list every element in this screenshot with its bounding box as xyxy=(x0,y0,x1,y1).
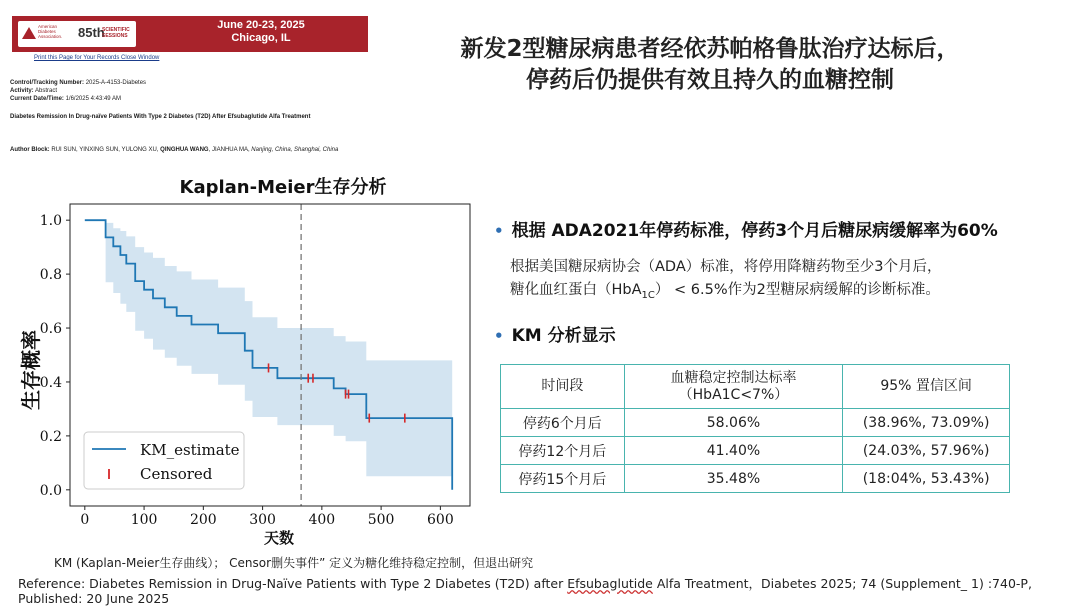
cell-ci: (38.96%, 73.09%) xyxy=(843,409,1010,437)
table-row xyxy=(501,437,1010,465)
y-tick-label: 0.2 xyxy=(39,428,62,445)
author-block-label: Author Block: xyxy=(10,147,50,153)
chart-title: Kaplan-Meier生存分析 xyxy=(179,177,387,198)
y-axis-label: 生存概率 xyxy=(19,330,43,410)
x-tick-label: 400 xyxy=(308,512,336,528)
desc-line2-pre: 糖化血红蛋白（HbA xyxy=(510,282,642,298)
ada-logo xyxy=(18,21,136,47)
header-period: 时间段 xyxy=(501,365,625,409)
cell-ci: (18:04%, 53.43%) xyxy=(843,465,1010,493)
slide-title-line1: 新发2型糖尿病患者经依苏帕格鲁肽治疗达标后， xyxy=(460,36,960,62)
cell-period: 停药12个月后 xyxy=(501,437,625,465)
y-tick-label: 0.6 xyxy=(39,321,62,338)
header-control-rate xyxy=(624,365,843,409)
conference-location: Chicago, IL xyxy=(231,32,291,44)
cell-rate: 58.06% xyxy=(624,409,843,437)
x-tick-label: 0 xyxy=(80,512,90,528)
bullet-ada-text: 根据 ADA2021年停药标准，停药3个月后糖尿病缓解率为60% xyxy=(511,221,998,241)
x-tick-label: 100 xyxy=(130,512,158,528)
activity-label: Activity: xyxy=(10,88,34,94)
slide-title-line2: 停药后仍提供有效且持久的血糖控制 xyxy=(526,67,894,93)
abstract-card xyxy=(8,8,380,168)
x-tick-label: 500 xyxy=(367,512,395,528)
x-tick-label: 300 xyxy=(249,512,276,528)
conference-banner xyxy=(12,16,368,52)
header-ci: 95% 置信区间 xyxy=(843,365,1010,409)
reference-drug-name: Efsubaglutide xyxy=(567,576,653,591)
reference-post: Alfa Treatment，Diabetes 2025; 74 (Supplement_ 1) :740-P, Published: 20 June 2025 xyxy=(18,576,1032,606)
datetime-value: 1/6/2025 4:43:49 AM xyxy=(65,96,121,102)
ada-logo-text: American Diabetes Association. xyxy=(38,24,63,39)
x-axis-ticks xyxy=(80,506,453,528)
conference-dates: June 20-23, 2025 xyxy=(217,19,305,31)
chart-legend xyxy=(84,432,244,489)
scientific-sessions-label: SCIENTIFIC SESSIONS xyxy=(102,27,130,39)
bullet-dot-icon: • xyxy=(494,222,504,240)
table-row xyxy=(501,409,1010,437)
print-close-links[interactable]: Print this Page for Your Records Close Window xyxy=(34,55,160,61)
km-results-table xyxy=(500,364,1010,493)
y-tick-label: 0.0 xyxy=(39,482,62,499)
bullet-km-analysis xyxy=(494,321,616,346)
x-tick-label: 600 xyxy=(427,512,454,528)
authors-bold: QINGHUA WANG xyxy=(160,147,209,153)
cell-rate: 35.48% xyxy=(624,465,843,493)
reference-pre: Reference: Diabetes Remission in Drug-Naïve Patients with Type 2 Diabetes (T2D) after xyxy=(18,576,568,591)
y-tick-label: 1.0 xyxy=(39,213,62,230)
header-control-rate-line1: 血糖稳定控制达标率 xyxy=(670,369,797,386)
table-row xyxy=(501,465,1010,493)
legend-km-label: KM_estimate xyxy=(140,441,240,459)
author-block xyxy=(10,146,370,154)
reference-citation xyxy=(18,576,1068,606)
y-tick-label: 0.4 xyxy=(39,374,62,391)
desc-line1: 根据美国糖尿病协会（ADA）标准，将停用降糖药物至少3个月后， xyxy=(510,259,942,275)
author-affiliation: Nanjing, China, Shanghai, China xyxy=(251,147,339,153)
km-chart xyxy=(0,168,490,553)
table-header-row xyxy=(501,365,1010,409)
ada-criteria-description xyxy=(510,256,1070,307)
activity-line xyxy=(10,88,57,96)
cell-rate: 41.40% xyxy=(624,437,843,465)
bullet-km-text: KM 分析显示 xyxy=(511,326,616,346)
slide-title xyxy=(380,34,1040,96)
abstract-title: Diabetes Remission In Drug-naïve Patients With Type 2 Diabetes (T2D) After Efsubaglutide Alfa Treatment xyxy=(10,114,311,120)
km-footnote: KM (Kaplan-Meier生存曲线）； Censor删失事件” 定义为糖化维持稳定控制，但退出研究 xyxy=(54,556,534,570)
ada-triangle-icon xyxy=(22,27,36,39)
datetime-line xyxy=(10,96,121,104)
activity-value: Abstract xyxy=(35,88,58,94)
legend-censored-label: Censored xyxy=(140,465,213,483)
conference-info xyxy=(162,19,360,45)
bullet-ada-remission xyxy=(494,216,998,241)
edition-number: 85th xyxy=(78,25,105,40)
datetime-label: Current Date/Time: xyxy=(10,96,64,102)
x-tick-label: 200 xyxy=(189,512,217,528)
bullet-dot-icon: • xyxy=(494,327,504,345)
control-number-label: Control/Tracking Number: xyxy=(10,80,85,86)
desc-line2-sub: 1C xyxy=(641,289,655,301)
desc-line2-post: ） < 6.5%作为2型糖尿病缓解的诊断标准。 xyxy=(654,282,940,298)
desc-line2 xyxy=(510,279,1070,307)
y-axis-ticks xyxy=(40,213,70,499)
control-number-line xyxy=(10,80,146,88)
x-axis-label: 天数 xyxy=(263,529,295,547)
cell-period: 停药6个月后 xyxy=(501,409,625,437)
header-control-rate-line2: （HbA1C<7%） xyxy=(678,386,789,403)
control-number-value: 2025-A-4153-Diabetes xyxy=(85,80,147,86)
authors-post: , JIANHUA MA, xyxy=(208,147,250,153)
y-tick-label: 0.8 xyxy=(39,267,62,284)
cell-period: 停药15个月后 xyxy=(501,465,625,493)
cell-ci: (24.03%, 57.96%) xyxy=(843,437,1010,465)
authors-pre: RUI SUN, YINXING SUN, YULONG XU, xyxy=(51,147,159,153)
